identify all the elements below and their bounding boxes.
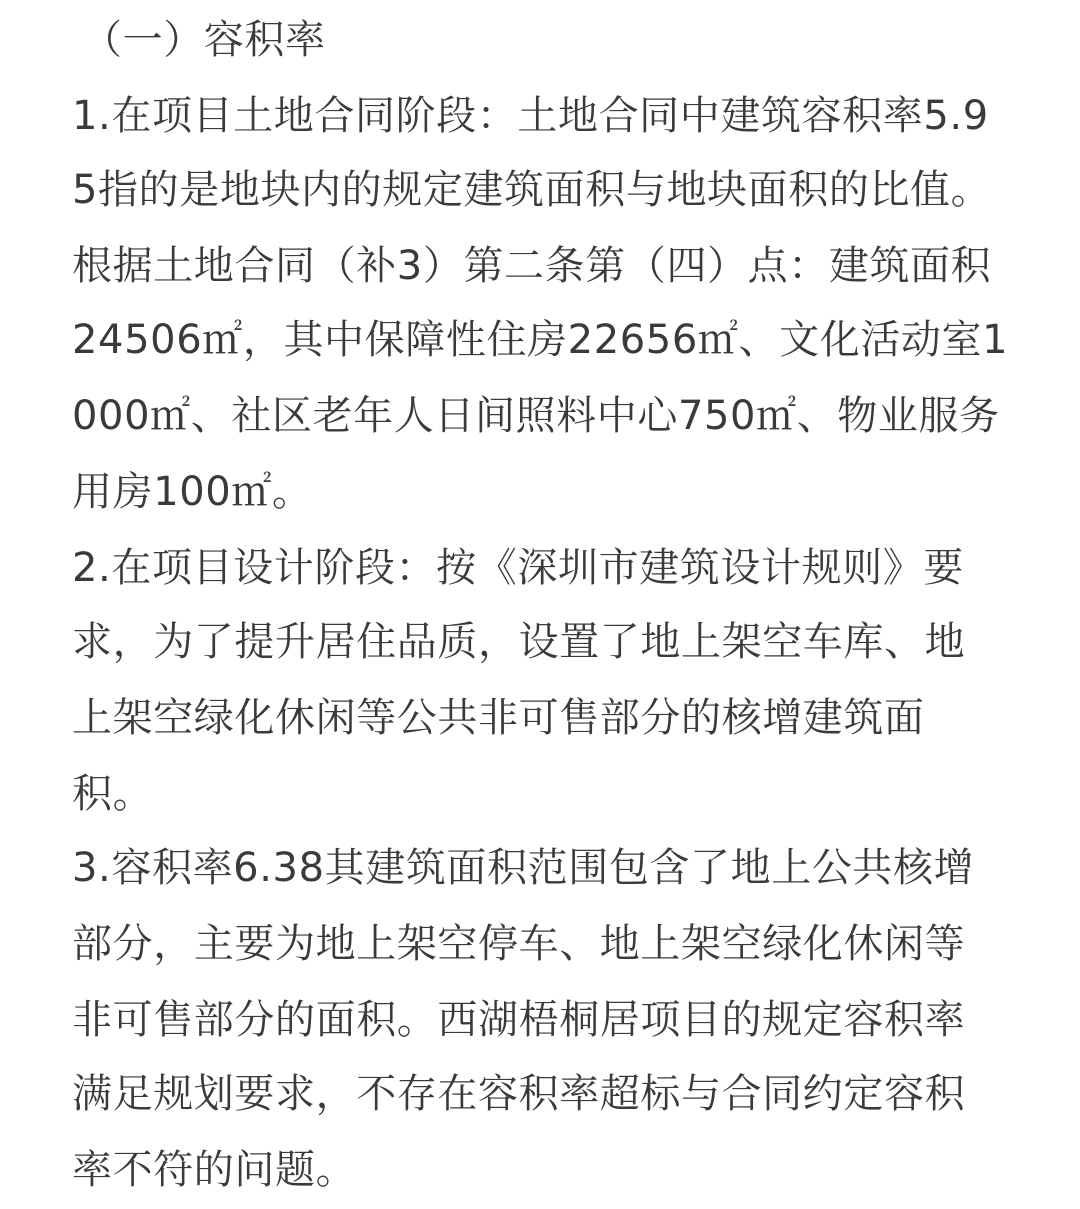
text-line-15: 率不符的问题。 bbox=[72, 1147, 357, 1193]
text-line-8: 求，为了提升居住品质，设置了地上架空车库、地 bbox=[72, 619, 966, 665]
text-line-11: 3.容积率6.38其建筑面积范围包含了地上公共核增 bbox=[72, 845, 975, 891]
text-line-14: 满足规划要求，不存在容积率超标与合同约定容积 bbox=[72, 1071, 966, 1117]
text-line-2: 5指的是地块内的规定建筑面积与地块面积的比值。 bbox=[72, 167, 992, 213]
text-line-5: 000㎡、社区老年人日间照料中心750㎡、物业服务 bbox=[72, 393, 1000, 439]
text-line-10: 积。 bbox=[72, 771, 154, 817]
text-line-3: 根据土地合同（补3）第二条第（四）点：建筑面积 bbox=[72, 243, 992, 289]
text-line-7: 2.在项目设计阶段：按《深圳市建筑设计规则》要 bbox=[72, 545, 964, 591]
section-heading: （一）容积率 bbox=[82, 17, 326, 63]
text-line-9: 上架空绿化休闲等公共非可售部分的核增建筑面 bbox=[72, 695, 925, 741]
text-line-6: 用房100㎡。 bbox=[72, 469, 313, 515]
text-line-13: 非可售部分的面积。西湖梧桐居项目的规定容积率 bbox=[72, 997, 966, 1043]
text-line-1: 1.在项目土地合同阶段：土地合同中建筑容积率5.9 bbox=[72, 93, 989, 139]
text-line-4: 24506㎡，其中保障性住房22656㎡、文化活动室1 bbox=[72, 317, 1009, 363]
text-line-12: 部分，主要为地上架空停车、地上架空绿化休闲等 bbox=[72, 921, 966, 967]
